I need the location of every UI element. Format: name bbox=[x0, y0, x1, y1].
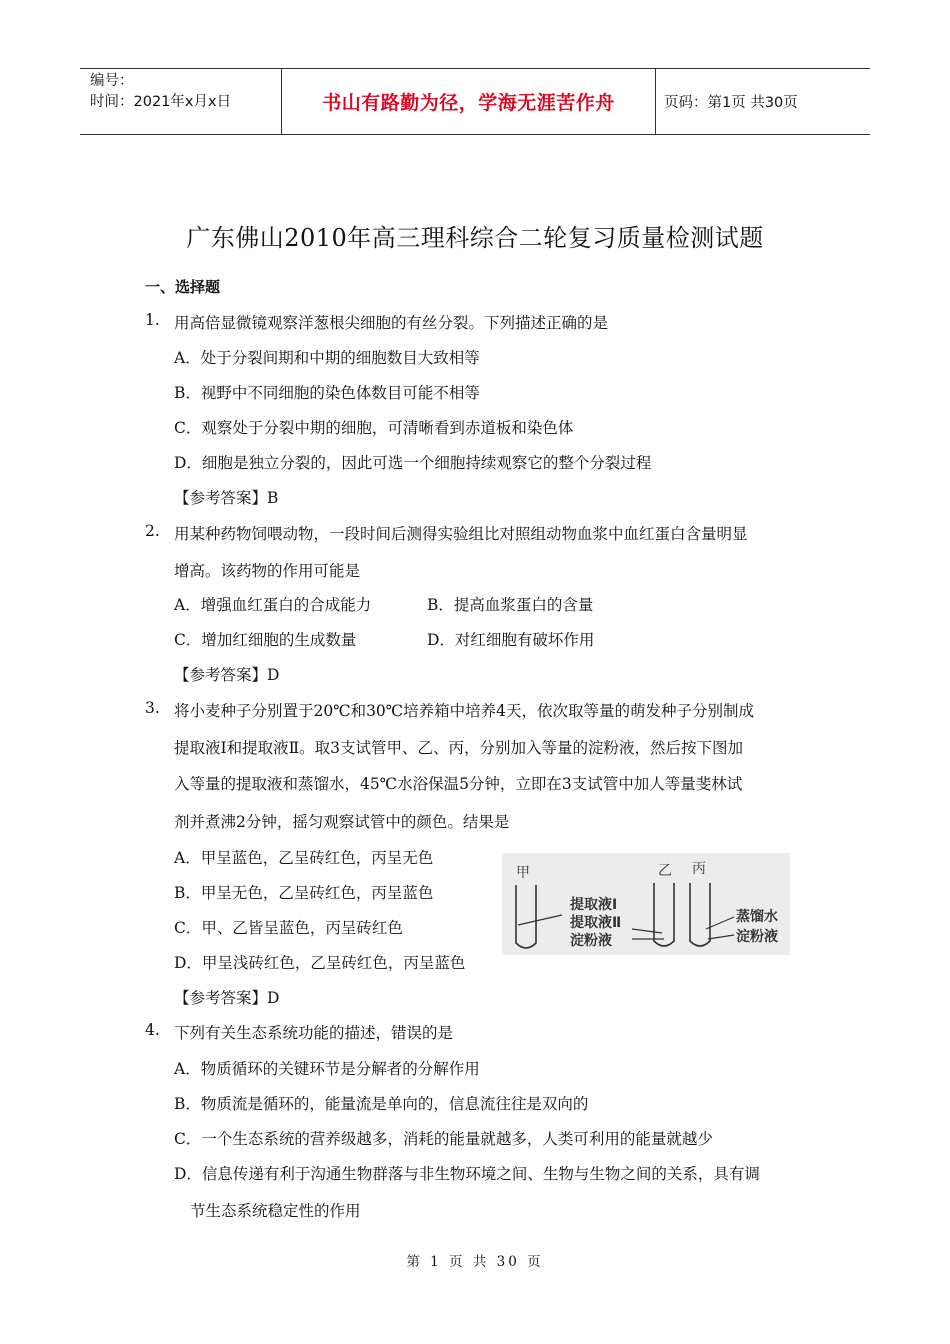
tube-bing bbox=[690, 883, 710, 946]
question-number: 1. bbox=[145, 311, 160, 329]
question-number: 4. bbox=[145, 1021, 160, 1039]
option-c: C．增加红细胞的生成数量 bbox=[174, 631, 357, 649]
option-a: A．增强血红蛋白的合成能力 bbox=[174, 596, 372, 614]
option-a: A．处于分裂间期和中期的细胞数目大致相等 bbox=[174, 349, 480, 367]
document-title: 广东佛山2010年高三理科综合二轮复习质量检测试题 bbox=[186, 224, 764, 252]
label-yi: 乙 bbox=[658, 863, 672, 879]
date-label: 时间：2021年x月x日 bbox=[90, 94, 232, 110]
label-extract-1: 提取液Ⅰ bbox=[570, 897, 618, 913]
option-b: B．物质流是循环的，能量流是单向的，信息流往往是双向的 bbox=[174, 1095, 589, 1113]
question-number: 3. bbox=[145, 699, 160, 717]
page-footer: 第 1 页 共 30 页 bbox=[406, 1254, 544, 1270]
label-distilled-water: 蒸馏水 bbox=[736, 909, 778, 925]
test-tube-figure bbox=[502, 853, 790, 955]
tube-jia bbox=[516, 885, 536, 948]
question-stem-cont: 增高。该药物的作用可能是 bbox=[174, 562, 361, 580]
tube-yi bbox=[654, 883, 674, 946]
option-c: C．一个生态系统的营养级越多，消耗的能量就越多，人类可利用的能量就越少 bbox=[174, 1130, 713, 1148]
question-stem: 用高倍显微镜观察洋葱根尖细胞的有丝分裂。下列描述正确的是 bbox=[174, 314, 609, 332]
question-stem-cont: 提取液Ⅰ和提取液Ⅱ。取3支试管甲、乙、丙，分别加入等量的淀粉液，然后按下图加 bbox=[174, 739, 744, 757]
number-label: 编号： bbox=[90, 73, 134, 89]
test-tube-diagram bbox=[502, 853, 790, 955]
label-extract-2: 提取液Ⅱ bbox=[570, 915, 622, 931]
option-a: A．物质循环的关键环节是分解者的分解作用 bbox=[174, 1060, 480, 1078]
option-d-cont: 节生态系统稳定性的作用 bbox=[190, 1202, 361, 1220]
question-stem-cont: 入等量的提取液和蒸馏水，45℃水浴保温5分钟，立即在3支试管中加人等量斐林试 bbox=[174, 775, 743, 793]
question-stem: 用某种药物饲喂动物，一段时间后测得实验组比对照组动物血浆中血红蛋白含量明显 bbox=[174, 525, 748, 543]
label-starch-2: 淀粉液 bbox=[736, 929, 778, 945]
option-d: D．对红细胞有破坏作用 bbox=[427, 631, 595, 649]
option-b: B．提高血浆蛋白的含量 bbox=[427, 596, 594, 614]
option-b: B．视野中不同细胞的染色体数目可能不相等 bbox=[174, 384, 480, 402]
option-c: C．观察处于分裂中期的细胞，可清晰看到赤道板和染色体 bbox=[174, 419, 574, 437]
header-table bbox=[80, 68, 870, 135]
option-d: D．甲呈浅砖红色，乙呈砖红色，丙呈蓝色 bbox=[174, 954, 466, 972]
option-a: A．甲呈蓝色，乙呈砖红色，丙呈无色 bbox=[174, 849, 434, 867]
question-stem: 将小麦种子分别置于20℃和30℃培养箱中培养4天，依次取等量的萌发种子分别制成 bbox=[174, 702, 754, 720]
label-jia: 甲 bbox=[516, 865, 530, 881]
option-d: D．信息传递有利于沟通生物群落与非生物环境之间、生物与生物之间的关系，具有调 bbox=[174, 1165, 760, 1183]
motto: 书山有路勤为径，学海无涯苦作舟 bbox=[282, 69, 656, 134]
section-title: 一、选择题 bbox=[145, 278, 221, 296]
option-b: B．甲呈无色，乙呈砖红色，丙呈蓝色 bbox=[174, 884, 434, 902]
question-stem: 下列有关生态系统功能的描述，错误的是 bbox=[174, 1024, 454, 1042]
reference-answer: 【参考答案】D bbox=[174, 989, 280, 1007]
option-d: D．细胞是独立分裂的，因此可选一个细胞持续观察它的整个分裂过程 bbox=[174, 454, 652, 472]
label-starch-1: 淀粉液 bbox=[570, 933, 612, 949]
reference-answer: 【参考答案】D bbox=[174, 666, 280, 684]
header-left-cell bbox=[80, 69, 282, 134]
label-bing: 丙 bbox=[692, 861, 706, 877]
page-info: 页码：第1页 共30页 bbox=[664, 95, 798, 111]
option-c: C．甲、乙皆呈蓝色，丙呈砖红色 bbox=[174, 919, 403, 937]
question-number: 2. bbox=[145, 522, 160, 540]
question-stem-cont: 剂并煮沸2分钟，摇匀观察试管中的颜色。结果是 bbox=[174, 813, 510, 831]
reference-answer: 【参考答案】B bbox=[174, 489, 279, 507]
